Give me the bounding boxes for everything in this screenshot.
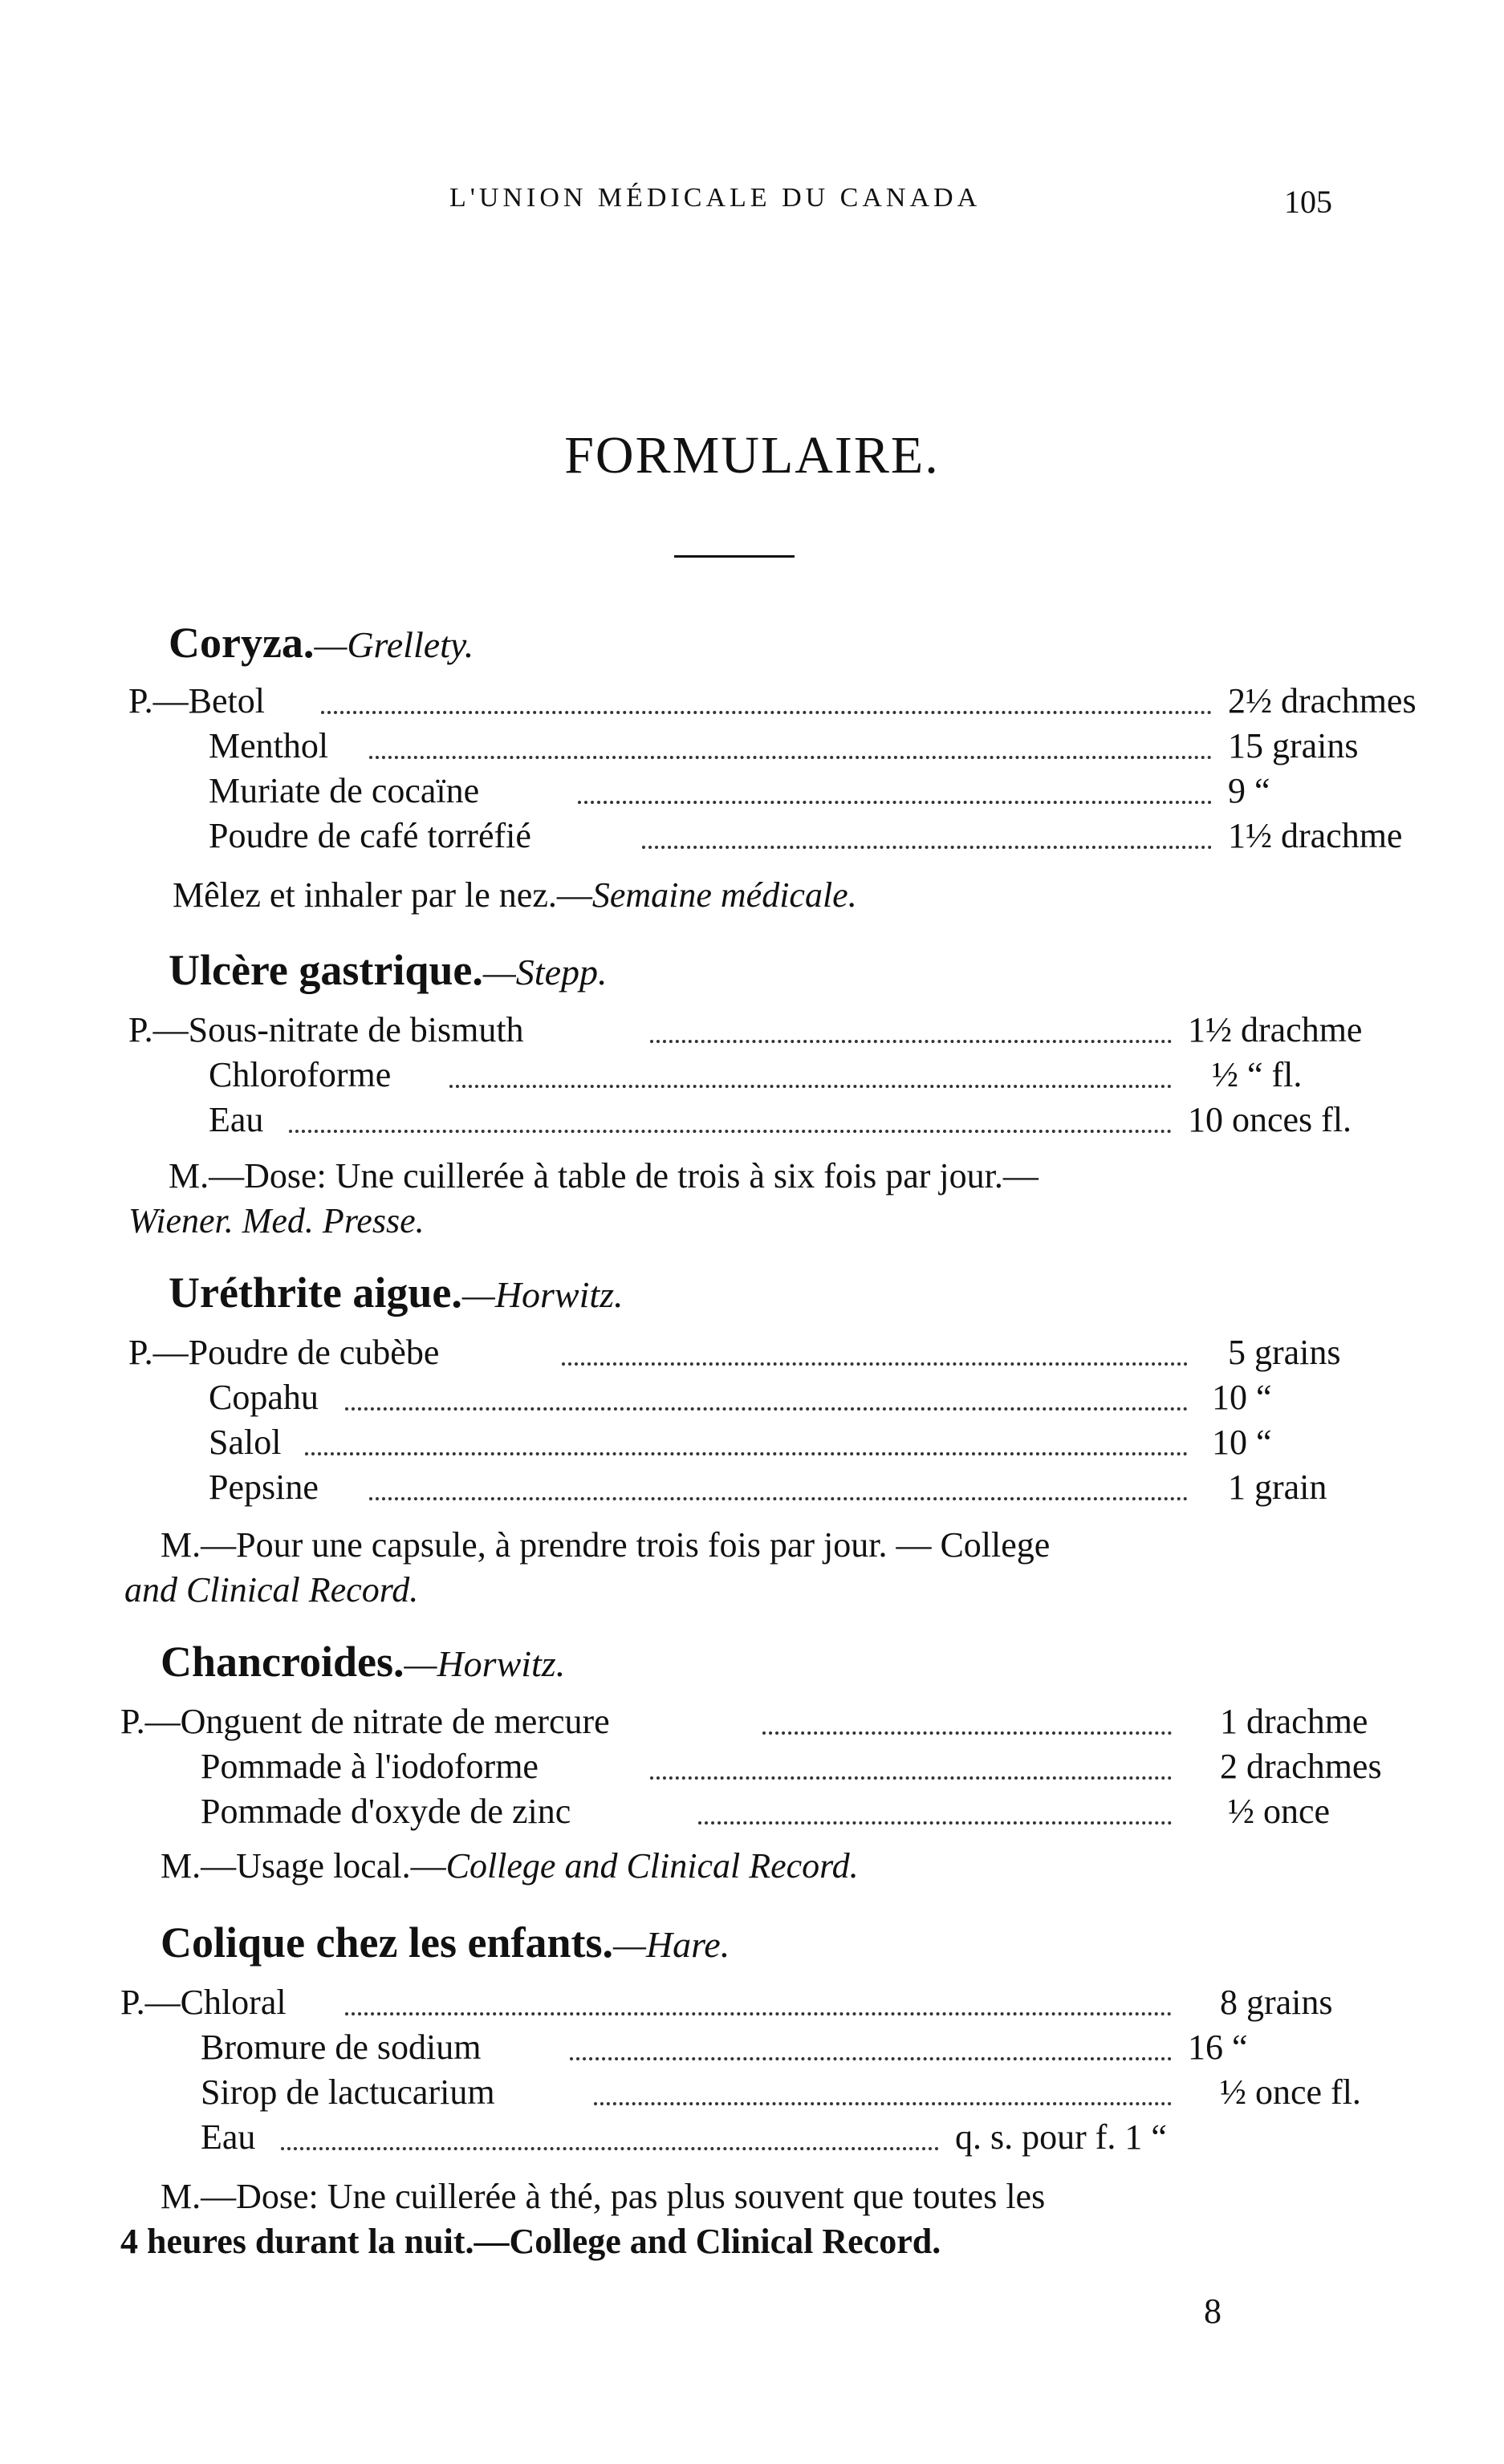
- rx-quantity: ½ “ fl.: [1212, 1055, 1303, 1094]
- section-title: [169, 1268, 624, 1317]
- note-source: Wiener. Med. Presse.: [128, 1201, 425, 1240]
- section-author: —Stepp.: [482, 952, 608, 993]
- running-title: L'UNION MÉDICALE DU CANADA: [449, 183, 982, 213]
- rx-ingredient: Chloroforme: [209, 1055, 392, 1094]
- rx-line: [120, 2027, 1340, 2072]
- rx-line: [128, 1422, 1348, 1467]
- section-author: —Hare.: [612, 1924, 730, 1965]
- note-text: M.—Pour une capsule, à prendre trois fois par jour. — College: [161, 1525, 1051, 1565]
- section-note-continued: [120, 2221, 941, 2262]
- note-text: M.—Dose: Une cuillerée à thé, pas plus souvent que toutes les: [161, 2177, 1046, 2216]
- rx-line: [128, 1467, 1348, 1512]
- rx-quantity: 16 “: [1188, 2028, 1248, 2067]
- rx-line: [128, 770, 1348, 815]
- rx-line: [128, 1377, 1348, 1422]
- section-title: [169, 945, 608, 995]
- rx-line: [128, 725, 1359, 770]
- section-title: [161, 1637, 565, 1687]
- page-number: 105: [1284, 184, 1332, 220]
- leader-dots: [345, 2007, 1172, 2015]
- section-name: Ulcère gastrique.: [169, 946, 483, 994]
- section-title: [169, 618, 474, 668]
- section-note-source: [128, 1200, 425, 1241]
- rx-ingredient: Pommade à l'iodoforme: [201, 1747, 539, 1786]
- leader-dots: [345, 1402, 1188, 1411]
- rx-quantity: 5 grains: [1228, 1333, 1341, 1372]
- rx-line: [120, 1982, 1340, 2027]
- rx-line: [128, 815, 1403, 860]
- rx-line: [128, 1054, 1348, 1099]
- leader-dots: [289, 1125, 1172, 1133]
- note-text: M.—Dose: Une cuillerée à table de trois à six fois par jour.—: [169, 1156, 1039, 1195]
- rx-quantity: 1 drachme: [1220, 1702, 1368, 1741]
- rx-line: [128, 1099, 1352, 1144]
- rx-ingredient: Salol: [209, 1423, 282, 1462]
- note-source: and Clinical Record.: [124, 1570, 419, 1610]
- rx-quantity: 8 grains: [1220, 1983, 1333, 2022]
- rx-ingredient: Copahu: [209, 1378, 319, 1417]
- rx-line: [120, 2117, 1340, 2162]
- section-author: —Horwitz.: [461, 1274, 624, 1315]
- rx-ingredient: P.—Onguent de nitrate de mercure: [120, 1702, 610, 1741]
- section-note-source: [124, 1569, 418, 1610]
- section-author: —Grellety.: [314, 624, 474, 665]
- leader-dots: [698, 1817, 1172, 1825]
- rx-quantity: ½ once: [1228, 1792, 1331, 1831]
- rx-ingredient: P.—Chloral: [120, 1983, 287, 2022]
- rx-ingredient: Pepsine: [209, 1467, 319, 1507]
- rx-ingredient: Sirop de lactucarium: [201, 2072, 495, 2112]
- rx-ingredient: Eau: [201, 2117, 256, 2157]
- leader-dots: [369, 751, 1212, 759]
- page-title: FORMULAIRE.: [564, 426, 940, 485]
- rx-line: [128, 1332, 1348, 1377]
- rx-quantity: 10 “: [1212, 1378, 1272, 1417]
- rx-line: [128, 1009, 1363, 1054]
- section-note: [169, 1155, 1039, 1196]
- section-note: [161, 2176, 1045, 2217]
- leader-dots: [642, 841, 1212, 849]
- section-note: [173, 875, 857, 915]
- leader-dots: [650, 1772, 1172, 1780]
- rx-line: [120, 2072, 1361, 2117]
- rx-quantity: 1½ drachme: [1188, 1010, 1363, 1049]
- signature-mark: 8: [1204, 2291, 1221, 2331]
- section-name: Colique chez les enfants.: [161, 1918, 613, 1967]
- leader-dots: [578, 796, 1212, 804]
- leader-dots: [369, 1492, 1188, 1500]
- note-source: Semaine médicale.: [591, 875, 857, 915]
- rx-line: [120, 1746, 1382, 1791]
- leader-dots: [570, 2052, 1172, 2060]
- section-title: [161, 1918, 730, 1967]
- rx-ingredient: P.—Sous-nitrate de bismuth: [128, 1010, 524, 1049]
- rx-ingredient: P.—Poudre de cubèbe: [128, 1333, 440, 1372]
- rx-line: [128, 680, 1417, 725]
- rx-line: [120, 1701, 1368, 1746]
- section-note: [161, 1524, 1050, 1565]
- note-text: Mêlez et inhaler par le nez.—: [173, 875, 592, 915]
- rx-ingredient: Muriate de cocaïne: [209, 771, 480, 810]
- section-note: [161, 1845, 859, 1886]
- leader-dots: [449, 1080, 1172, 1088]
- leader-dots: [281, 2142, 939, 2150]
- leader-dots: [762, 1727, 1172, 1735]
- page-header: [0, 183, 1504, 231]
- rx-quantity: 1 grain: [1228, 1467, 1327, 1507]
- rx-quantity: q. s. pour f. 1 “: [955, 2117, 1167, 2157]
- rx-quantity: 2 drachmes: [1220, 1747, 1382, 1786]
- rx-quantity: 2½ drachmes: [1228, 681, 1417, 721]
- leader-dots: [321, 706, 1212, 714]
- rx-quantity: 10 “: [1212, 1423, 1272, 1462]
- leader-dots: [562, 1358, 1188, 1366]
- rx-ingredient: Eau: [209, 1100, 264, 1139]
- section-name: Coryza.: [169, 619, 315, 667]
- rx-quantity: 15 grains: [1228, 726, 1359, 765]
- title-divider: [674, 555, 795, 558]
- rx-ingredient: Bromure de sodium: [201, 2028, 482, 2067]
- section-name: Uréthrite aigue.: [169, 1269, 462, 1317]
- section-author: —Horwitz.: [404, 1643, 566, 1684]
- rx-quantity: ½ once fl.: [1220, 2072, 1361, 2112]
- rx-quantity: 9 “: [1228, 771, 1270, 810]
- rx-ingredient: Menthol: [209, 726, 329, 765]
- leader-dots: [594, 2097, 1172, 2105]
- rx-ingredient: P.—Betol: [128, 681, 265, 721]
- note-source: 4 heures durant la nuit.—College and Clinical Record.: [120, 2222, 941, 2261]
- rx-quantity: 10 onces fl.: [1188, 1100, 1352, 1139]
- note-text: M.—Usage local.—: [161, 1846, 446, 1886]
- rx-ingredient: Poudre de café torréfié: [209, 816, 531, 855]
- section-name: Chancroides.: [161, 1638, 404, 1686]
- rx-ingredient: Pommade d'oxyde de zinc: [201, 1792, 571, 1831]
- rx-line: [120, 1791, 1340, 1836]
- leader-dots: [650, 1035, 1172, 1043]
- rx-quantity: 1½ drachme: [1228, 816, 1403, 855]
- note-source: College and Clinical Record.: [445, 1846, 859, 1886]
- leader-dots: [305, 1447, 1188, 1455]
